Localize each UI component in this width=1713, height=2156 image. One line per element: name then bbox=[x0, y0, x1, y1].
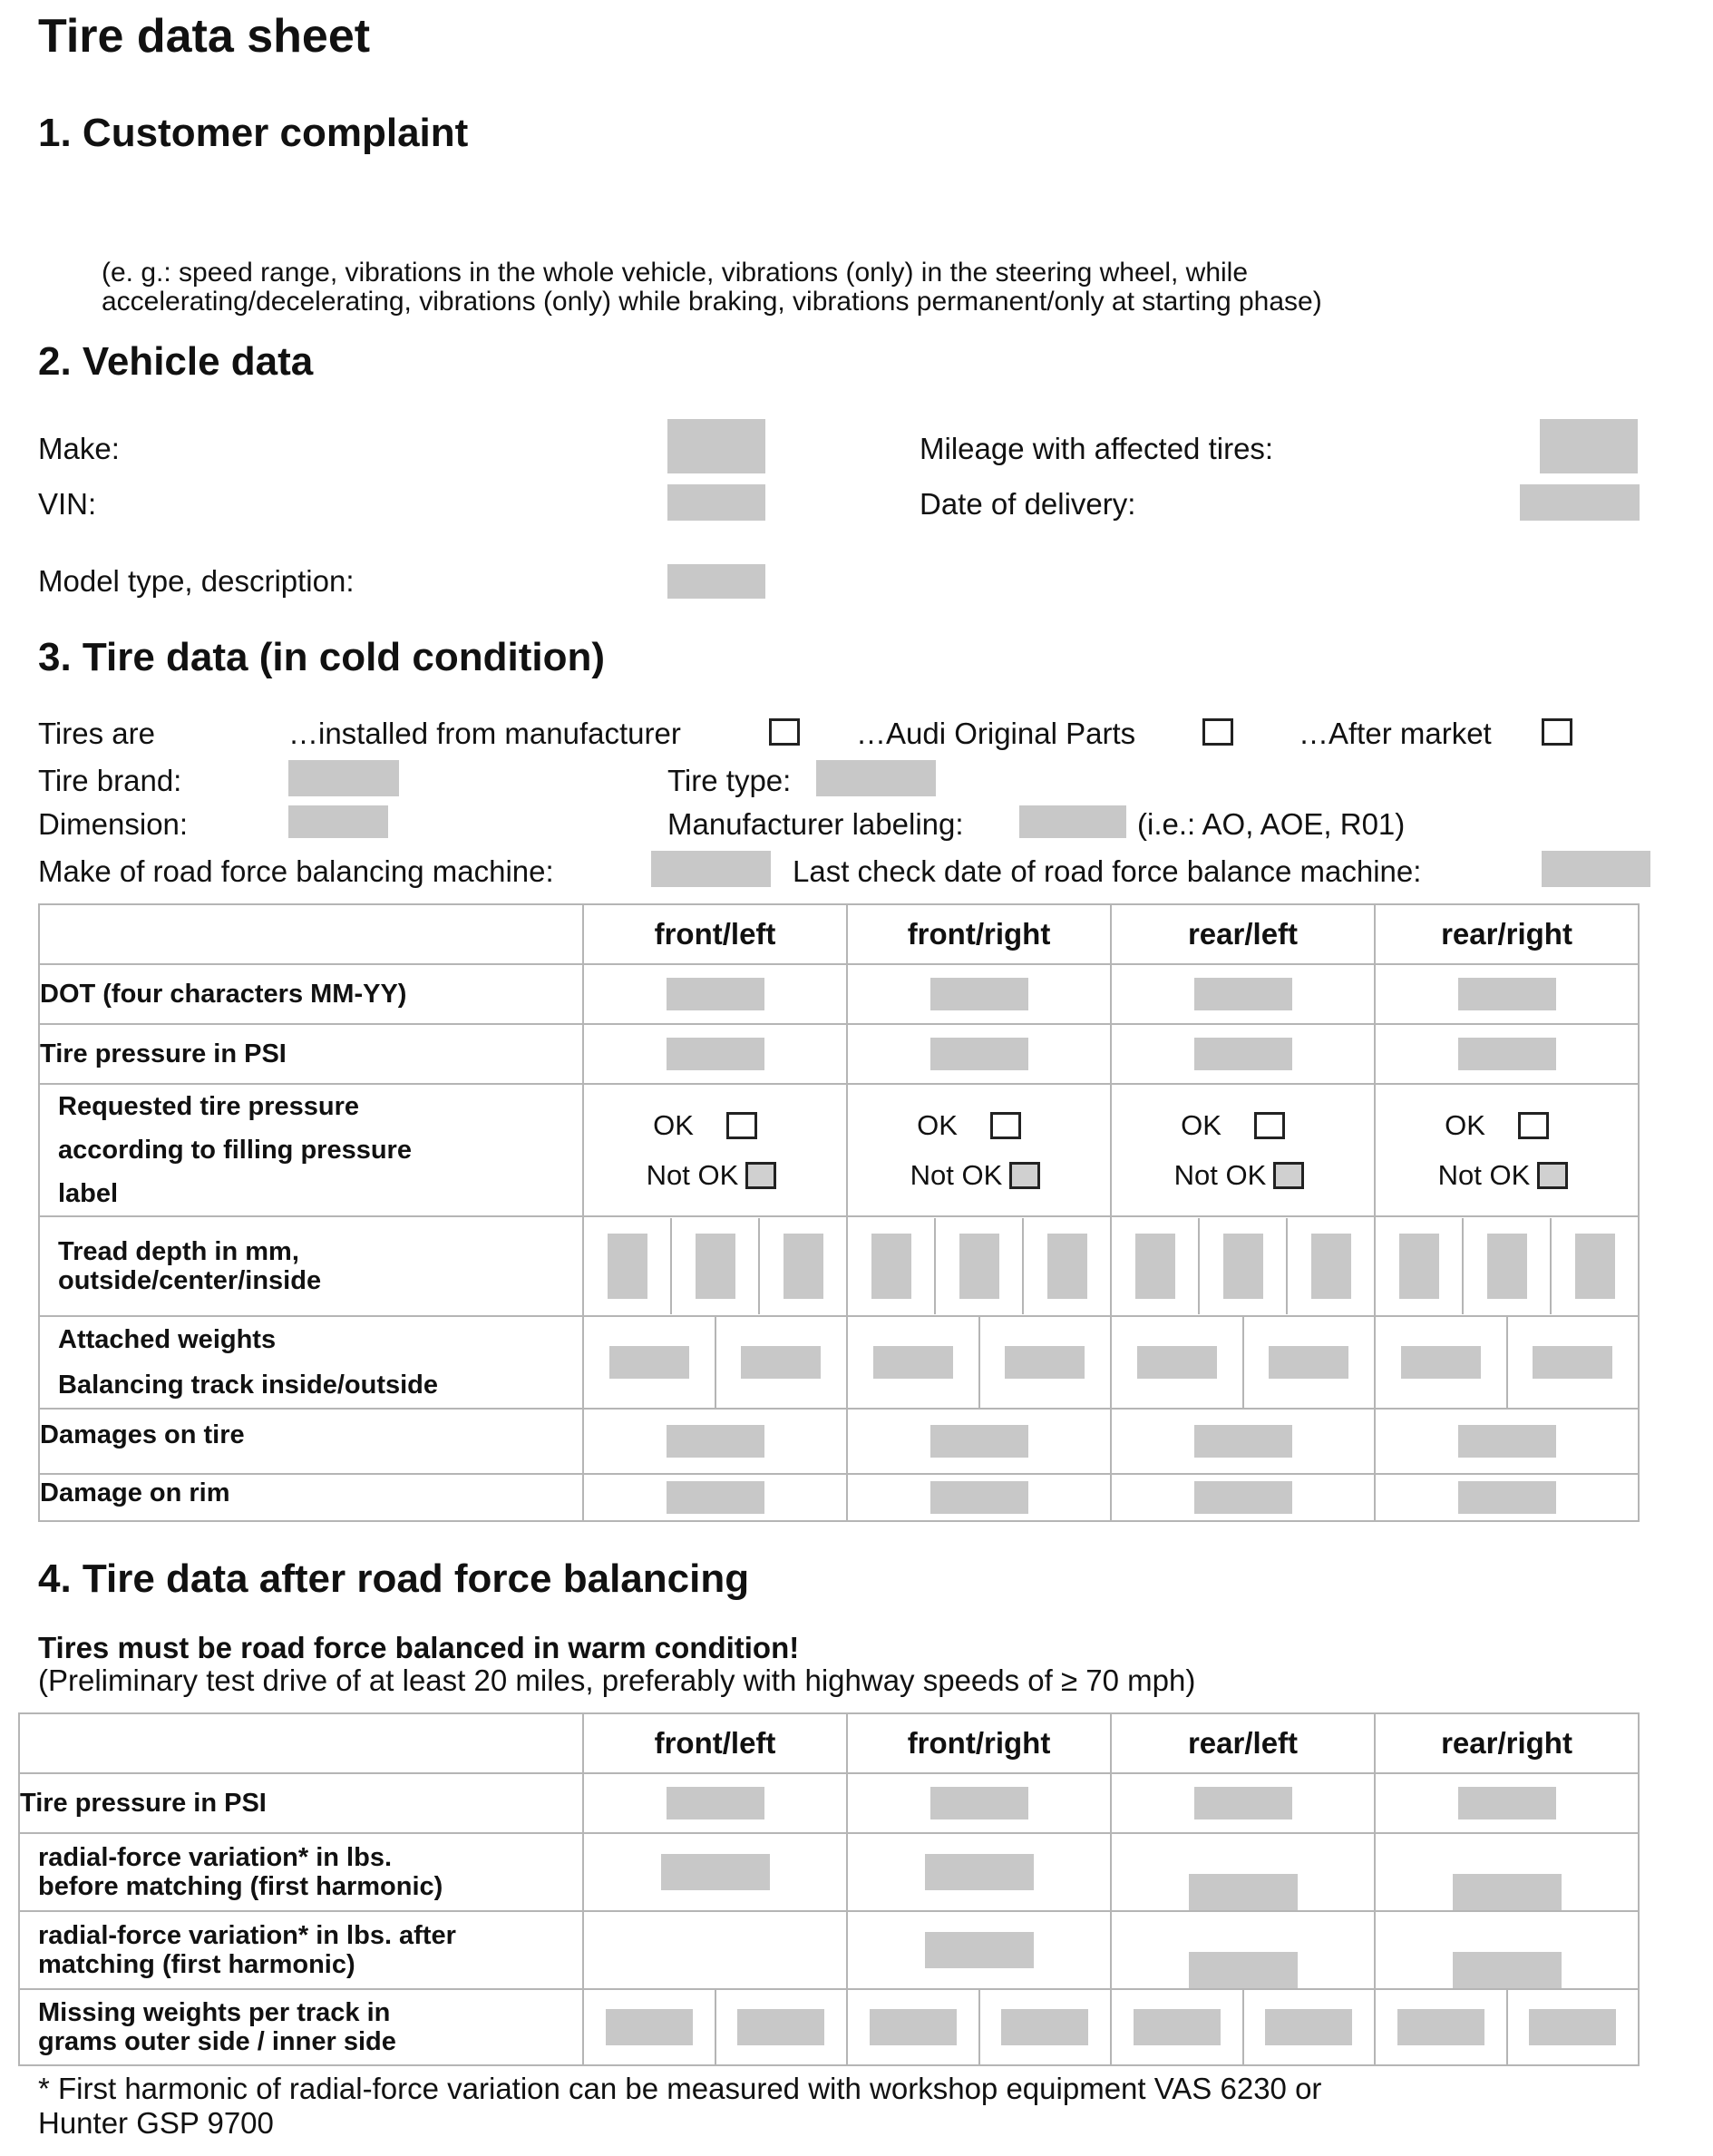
table-row bbox=[19, 1911, 1639, 1989]
damage-rim-field[interactable] bbox=[667, 1481, 764, 1514]
weight-outside-field[interactable] bbox=[741, 1346, 821, 1379]
pressure-after-cell bbox=[583, 1773, 847, 1833]
row-label-damage-tire: Damages on tire bbox=[39, 1409, 583, 1474]
missing-outer-field[interactable] bbox=[1397, 2009, 1484, 2045]
row-label-damage-rim: Damage on rim bbox=[39, 1474, 583, 1521]
damage-tire-cell bbox=[583, 1409, 847, 1474]
row-label-dot: DOT (four characters MM-YY) bbox=[39, 964, 583, 1024]
col-header: front/right bbox=[847, 904, 1111, 964]
type-label: Tire type: bbox=[667, 764, 792, 797]
warm-warning: Tires must be road force balanced in warm condition! bbox=[38, 1631, 800, 1664]
rfv-after-field[interactable] bbox=[1453, 1952, 1562, 1988]
tread-outside-field[interactable] bbox=[608, 1234, 647, 1299]
rfv-before-field[interactable] bbox=[1453, 1874, 1562, 1910]
weights-cell bbox=[583, 1316, 847, 1409]
rfv-after-line1: radial-force variation* in lbs. after bbox=[38, 1921, 456, 1950]
tread-inside-field[interactable] bbox=[1575, 1234, 1615, 1299]
table-corner bbox=[19, 1713, 583, 1773]
tread-center-field[interactable] bbox=[1487, 1234, 1527, 1299]
tread-inside-field[interactable] bbox=[1311, 1234, 1351, 1299]
table-row bbox=[39, 964, 1639, 1024]
test-drive-note: (Preliminary test drive of at least 20 miles, preferably with highway speeds of ≥ 70 mph) bbox=[38, 1663, 1196, 1697]
weight-inside-field[interactable] bbox=[1401, 1346, 1481, 1379]
missing-inner-field[interactable] bbox=[1265, 2009, 1352, 2045]
ok-cell bbox=[1375, 1084, 1639, 1216]
dot-field[interactable] bbox=[930, 978, 1028, 1010]
weights-cell bbox=[1375, 1316, 1639, 1409]
dot-cell bbox=[1375, 964, 1639, 1024]
pressure-after-field[interactable] bbox=[930, 1787, 1028, 1819]
col-header: rear/left bbox=[1111, 904, 1375, 964]
ok-cell bbox=[847, 1084, 1111, 1216]
machine-label: Make of road force balancing machine: bbox=[38, 854, 554, 888]
missing-cell bbox=[1375, 1989, 1639, 2065]
dot-field[interactable] bbox=[1194, 978, 1292, 1010]
not-ok-checkbox[interactable] bbox=[745, 1162, 776, 1189]
delivery-field[interactable] bbox=[1520, 484, 1640, 521]
rfv-before-field[interactable] bbox=[661, 1854, 770, 1890]
footnote-line2: Hunter GSP 9700 bbox=[38, 2106, 274, 2140]
tread-center-field[interactable] bbox=[696, 1234, 735, 1299]
tread-cell bbox=[847, 1216, 1111, 1316]
complaint-hint-line2: accelerating/decelerating, vibrations (only) while braking, vibrations permanent/only at starting phase) bbox=[102, 287, 1322, 317]
req-line3: label bbox=[58, 1179, 119, 1208]
row-label-tread bbox=[39, 1216, 583, 1316]
complaint-hint-line1: (e. g.: speed range, vibrations in the whole vehicle, vibrations (only) in the steering wheel, while bbox=[102, 258, 1249, 288]
damage-tire-field[interactable] bbox=[1458, 1425, 1556, 1458]
opt-audi-label: …Audi Original Parts bbox=[856, 717, 1136, 750]
missing-inner-field[interactable] bbox=[737, 2009, 824, 2045]
ok-checkbox[interactable] bbox=[1518, 1112, 1549, 1139]
pressure-field[interactable] bbox=[930, 1038, 1028, 1070]
make-label: Make: bbox=[38, 432, 120, 465]
table-row bbox=[19, 1833, 1639, 1911]
dot-cell bbox=[583, 964, 847, 1024]
rfv-before-line1: radial-force variation* in lbs. bbox=[38, 1843, 392, 1872]
damage-rim-field[interactable] bbox=[930, 1481, 1028, 1514]
model-label: Model type, description: bbox=[38, 564, 355, 598]
weight-inside-field[interactable] bbox=[873, 1346, 953, 1379]
pressure-after-cell bbox=[847, 1773, 1111, 1833]
not-ok-checkbox[interactable] bbox=[1273, 1162, 1304, 1189]
ok-checkbox[interactable] bbox=[1254, 1112, 1285, 1139]
tread-inside-field[interactable] bbox=[1047, 1234, 1087, 1299]
tread-center-field[interactable] bbox=[959, 1234, 999, 1299]
row-label-rfv-after bbox=[19, 1911, 583, 1989]
table-row bbox=[19, 1773, 1639, 1833]
table-row bbox=[19, 1989, 1639, 2065]
pressure-field[interactable] bbox=[1458, 1038, 1556, 1070]
ok-label: OK bbox=[1445, 1108, 1485, 1141]
rfv-after-field[interactable] bbox=[1189, 1952, 1298, 1988]
missing-cell bbox=[583, 1989, 847, 2065]
dimension-label: Dimension: bbox=[38, 807, 189, 841]
opt-audi-checkbox[interactable] bbox=[1202, 718, 1233, 746]
table-row bbox=[39, 1024, 1639, 1084]
col-header: front/left bbox=[583, 1713, 847, 1773]
missing-cell bbox=[847, 1989, 1111, 2065]
tread-center-field[interactable] bbox=[1223, 1234, 1263, 1299]
delivery-label: Date of delivery: bbox=[920, 487, 1136, 521]
damage-tire-field[interactable] bbox=[1194, 1425, 1292, 1458]
pressure-after-field[interactable] bbox=[667, 1787, 764, 1819]
pressure-cell bbox=[583, 1024, 847, 1084]
weights-line1: Attached weights bbox=[58, 1325, 277, 1354]
ok-label: OK bbox=[917, 1108, 958, 1141]
not-ok-label: Not OK bbox=[1437, 1158, 1531, 1191]
vin-field[interactable] bbox=[667, 484, 765, 521]
last-check-field[interactable] bbox=[1542, 851, 1650, 887]
cold-tire-table bbox=[38, 903, 1640, 1522]
rfv-before-cell bbox=[583, 1833, 847, 1911]
rfv-before-line2: before matching (first harmonic) bbox=[38, 1872, 443, 1901]
pressure-cell bbox=[847, 1024, 1111, 1084]
ok-cell bbox=[583, 1084, 847, 1216]
missing-line2: grams outer side / inner side bbox=[38, 2027, 396, 2056]
table-row bbox=[39, 1216, 1639, 1316]
tires-are-label: Tires are bbox=[38, 717, 155, 750]
pressure-cell bbox=[1375, 1024, 1639, 1084]
dot-cell bbox=[847, 964, 1111, 1024]
vin-label: VIN: bbox=[38, 487, 97, 521]
rfv-after-cell bbox=[847, 1911, 1111, 1989]
damage-rim-field[interactable] bbox=[1458, 1481, 1556, 1514]
mileage-field[interactable] bbox=[1540, 419, 1638, 473]
pressure-cell bbox=[1111, 1024, 1375, 1084]
not-ok-checkbox[interactable] bbox=[1537, 1162, 1568, 1189]
table-row bbox=[39, 1409, 1639, 1474]
ok-label: OK bbox=[653, 1108, 694, 1141]
damage-tire-field[interactable] bbox=[667, 1425, 764, 1458]
table-header-row bbox=[39, 904, 1639, 964]
not-ok-label: Not OK bbox=[910, 1158, 1003, 1191]
col-header: front/right bbox=[847, 1713, 1111, 1773]
damage-tire-field[interactable] bbox=[930, 1425, 1028, 1458]
type-field[interactable] bbox=[816, 760, 936, 796]
page-title: Tire data sheet bbox=[38, 10, 371, 63]
dot-field[interactable] bbox=[1458, 978, 1556, 1010]
missing-outer-field[interactable] bbox=[870, 2009, 957, 2045]
missing-line1: Missing weights per track in bbox=[38, 1998, 391, 2027]
weight-inside-field[interactable] bbox=[1137, 1346, 1217, 1379]
section-1-heading: 1. Customer complaint bbox=[38, 111, 469, 155]
ok-cell bbox=[1111, 1084, 1375, 1216]
ok-checkbox[interactable] bbox=[990, 1112, 1021, 1139]
table-header-row bbox=[19, 1713, 1639, 1773]
rfv-before-cell bbox=[847, 1833, 1111, 1911]
mfr-label: Manufacturer labeling: bbox=[667, 807, 964, 841]
missing-outer-field[interactable] bbox=[1134, 2009, 1221, 2045]
opt-manufacturer-checkbox[interactable] bbox=[769, 718, 800, 746]
last-check-label: Last check date of road force balance machine: bbox=[793, 854, 1422, 888]
col-header: rear/right bbox=[1375, 1713, 1639, 1773]
rfv-after-cell bbox=[1111, 1911, 1375, 1989]
tread-line1: Tread depth in mm, bbox=[58, 1237, 299, 1266]
rfv-after-cell bbox=[1375, 1911, 1639, 1989]
table-corner bbox=[39, 904, 583, 964]
mileage-label: Mileage with affected tires: bbox=[920, 432, 1274, 465]
missing-inner-field[interactable] bbox=[1001, 2009, 1088, 2045]
mfr-field[interactable] bbox=[1019, 805, 1126, 838]
dot-field[interactable] bbox=[667, 978, 764, 1010]
damage-rim-cell bbox=[847, 1474, 1111, 1521]
col-header: rear/right bbox=[1375, 904, 1639, 964]
rfv-before-field[interactable] bbox=[1189, 1874, 1298, 1910]
pressure-after-field[interactable] bbox=[1458, 1787, 1556, 1819]
row-label-pressure: Tire pressure in PSI bbox=[39, 1024, 583, 1084]
tread-inside-field[interactable] bbox=[784, 1234, 823, 1299]
tread-outside-field[interactable] bbox=[1399, 1234, 1439, 1299]
req-line2: according to filling pressure bbox=[58, 1136, 412, 1165]
rfv-before-field[interactable] bbox=[925, 1854, 1034, 1890]
section-2-heading: 2. Vehicle data bbox=[38, 339, 314, 384]
damage-rim-cell bbox=[1111, 1474, 1375, 1521]
missing-inner-field[interactable] bbox=[1529, 2009, 1616, 2045]
section-3-heading: 3. Tire data (in cold condition) bbox=[38, 635, 606, 679]
ok-label: OK bbox=[1181, 1108, 1221, 1141]
row-label-rfv-before bbox=[19, 1833, 583, 1911]
ok-checkbox[interactable] bbox=[726, 1112, 757, 1139]
rfv-after-field[interactable] bbox=[925, 1932, 1034, 1968]
tread-outside-field[interactable] bbox=[1135, 1234, 1175, 1299]
pressure-after-cell bbox=[1111, 1773, 1375, 1833]
dimension-field[interactable] bbox=[288, 805, 388, 838]
opt-aftermarket-label: …After market bbox=[1299, 717, 1492, 750]
weight-inside-field[interactable] bbox=[609, 1346, 689, 1379]
model-field[interactable] bbox=[667, 564, 765, 599]
damage-tire-cell bbox=[847, 1409, 1111, 1474]
tread-outside-field[interactable] bbox=[871, 1234, 911, 1299]
row-label-missing bbox=[19, 1989, 583, 2065]
weights-cell bbox=[847, 1316, 1111, 1409]
rfv-after-cell bbox=[583, 1911, 847, 1989]
dot-cell bbox=[1111, 964, 1375, 1024]
damage-rim-field[interactable] bbox=[1194, 1481, 1292, 1514]
row-label-weights bbox=[39, 1316, 583, 1409]
col-header: front/left bbox=[583, 904, 847, 964]
missing-outer-field[interactable] bbox=[606, 2009, 693, 2045]
damage-tire-cell bbox=[1111, 1409, 1375, 1474]
damage-rim-cell bbox=[1375, 1474, 1639, 1521]
weights-cell bbox=[1111, 1316, 1375, 1409]
mfr-hint: (i.e.: AO, AOE, R01) bbox=[1137, 807, 1406, 841]
row-label-pressure-after: Tire pressure in PSI bbox=[19, 1773, 583, 1833]
footnote-line1: * First harmonic of radial-force variation can be measured with workshop equipment VAS 6230 or bbox=[38, 2072, 1322, 2105]
weights-line2: Balancing track inside/outside bbox=[58, 1371, 438, 1400]
opt-aftermarket-checkbox[interactable] bbox=[1542, 718, 1572, 746]
opt-manufacturer-label: …installed from manufacturer bbox=[288, 717, 681, 750]
table-row bbox=[39, 1474, 1639, 1521]
rfv-before-cell bbox=[1111, 1833, 1375, 1911]
rfv-after-line2: matching (first harmonic) bbox=[38, 1950, 355, 1979]
table-row bbox=[39, 1084, 1639, 1216]
not-ok-label: Not OK bbox=[1173, 1158, 1267, 1191]
pressure-after-cell bbox=[1375, 1773, 1639, 1833]
req-line1: Requested tire pressure bbox=[58, 1092, 360, 1121]
pressure-after-field[interactable] bbox=[1194, 1787, 1292, 1819]
weight-outside-field[interactable] bbox=[1005, 1346, 1085, 1379]
not-ok-checkbox[interactable] bbox=[1009, 1162, 1040, 1189]
tread-cell bbox=[583, 1216, 847, 1316]
col-header: rear/left bbox=[1111, 1713, 1375, 1773]
section-4-heading: 4. Tire data after road force balancing bbox=[38, 1556, 750, 1601]
not-ok-label: Not OK bbox=[646, 1158, 739, 1191]
pressure-field[interactable] bbox=[1194, 1038, 1292, 1070]
pressure-field[interactable] bbox=[667, 1038, 764, 1070]
rfv-before-cell bbox=[1375, 1833, 1639, 1911]
brand-field[interactable] bbox=[288, 760, 399, 796]
tread-cell bbox=[1375, 1216, 1639, 1316]
make-field[interactable] bbox=[667, 419, 765, 473]
brand-label: Tire brand: bbox=[38, 764, 182, 797]
damage-tire-cell bbox=[1375, 1409, 1639, 1474]
tread-cell bbox=[1111, 1216, 1375, 1316]
weight-outside-field[interactable] bbox=[1533, 1346, 1612, 1379]
balanced-tire-table bbox=[18, 1712, 1640, 2066]
machine-field[interactable] bbox=[651, 851, 771, 887]
missing-cell bbox=[1111, 1989, 1375, 2065]
row-label-requested bbox=[39, 1084, 583, 1216]
table-row bbox=[39, 1316, 1639, 1409]
tread-line2: outside/center/inside bbox=[58, 1266, 322, 1295]
damage-rim-cell bbox=[583, 1474, 847, 1521]
weight-outside-field[interactable] bbox=[1269, 1346, 1348, 1379]
